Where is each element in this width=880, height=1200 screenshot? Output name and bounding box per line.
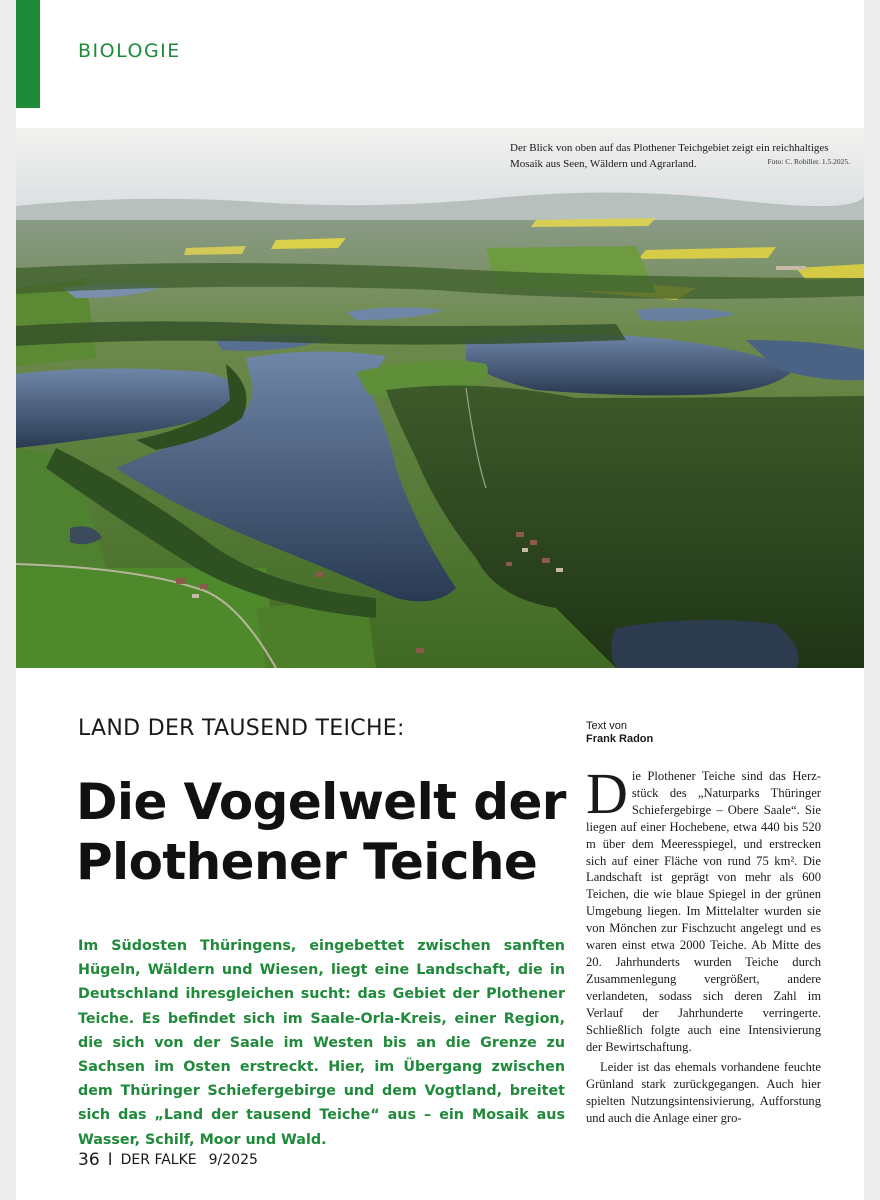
article-kicker: LAND DER TAUSEND TEICHE: <box>78 716 405 741</box>
section-label: BIOLOGIE <box>78 40 181 62</box>
byline <box>586 720 653 746</box>
section-color-tab <box>16 0 40 108</box>
magazine-page <box>16 0 864 1200</box>
magazine-name: DER FALKE <box>120 1152 197 1168</box>
page-footer <box>78 1150 258 1170</box>
author-name: Frank Radon <box>586 733 654 745</box>
page-number: 36 <box>78 1150 100 1170</box>
body-paragraph-1 <box>586 761 821 1055</box>
drop-cap: D <box>586 761 628 826</box>
byline-label: Text von <box>586 720 627 732</box>
article-lead: Im Südosten Thüringens, eingebettet zwischen sanften Hügeln, Wäldern und Wiesen, liegt eine Landschaft, die in Deutschland ihresgleichen sucht: das Gebiet der Plothener Teiche. Es befindet sich im Saale-Orla-Kreis, einer Region, die sich von der Saale im Westen bis an die Grenze zu Sachsen im Osten erstreckt. Hier, im Übergang zwischen dem Thüringer Schiefergebirge und dem Vogtland, breitet sich das „Land der tausend Teiche“ aus – ein Mosaik aus Wasser, Schilf, Moor und Wald. <box>78 938 565 1148</box>
photo-caption <box>510 140 850 172</box>
article-headline: Die Vogelwelt der Plothener Teiche <box>76 773 566 891</box>
body-paragraph-2: Leider ist das ehemals vorhandene feuchte Grünland stark zurückgegangen. Auch hier spielten Nutzungsintensivierung, Aufforstung und auch die Anlage einer gro- <box>586 1060 821 1126</box>
aerial-photo <box>16 128 864 668</box>
article-body <box>586 761 821 1127</box>
footer-separator: I <box>107 1150 113 1170</box>
photo-credit: Foto: C. Robiller. 1.5.2025. <box>767 157 850 166</box>
paragraph-1-text: ie Plothener Teiche sind das Herzstück des „Naturparks Thüringer Schiefergebirge – Obere Saale“. Sie liegen auf einer Hochebene, etwa 440 bis 520 m über dem Meeresspiegel, und erstrecken sich auf einer Fläche von rund 75 km². Die Landschaft ist geprägt von mehr als 600 Teichen, die wie blaue Spiegel in der grünen Umgebung liegen. Im Mittelalter wurden sie von Mönchen zur Fischzucht angelegt und es waren einst etwa 2000 Teiche. Ab Mitte des 20. Jahrhunderts wurden Teiche durch Zusammenlegung vergrößert, andere verlandeten, sodass sich deren Zahl im Verlauf der Jahrhunderte verringerte. Schließlich folgte auch eine Intensivierung der Bewirtschaftung. <box>586 769 821 1054</box>
caption-text: Der Blick von oben auf das Plothener Teichgebiet zeigt ein reichhaltiges Mosaik aus Seen, Wäldern und Agrarland. <box>510 142 829 170</box>
aerial-landscape-illustration <box>16 128 864 668</box>
issue-number: 9/2025 <box>208 1152 258 1168</box>
